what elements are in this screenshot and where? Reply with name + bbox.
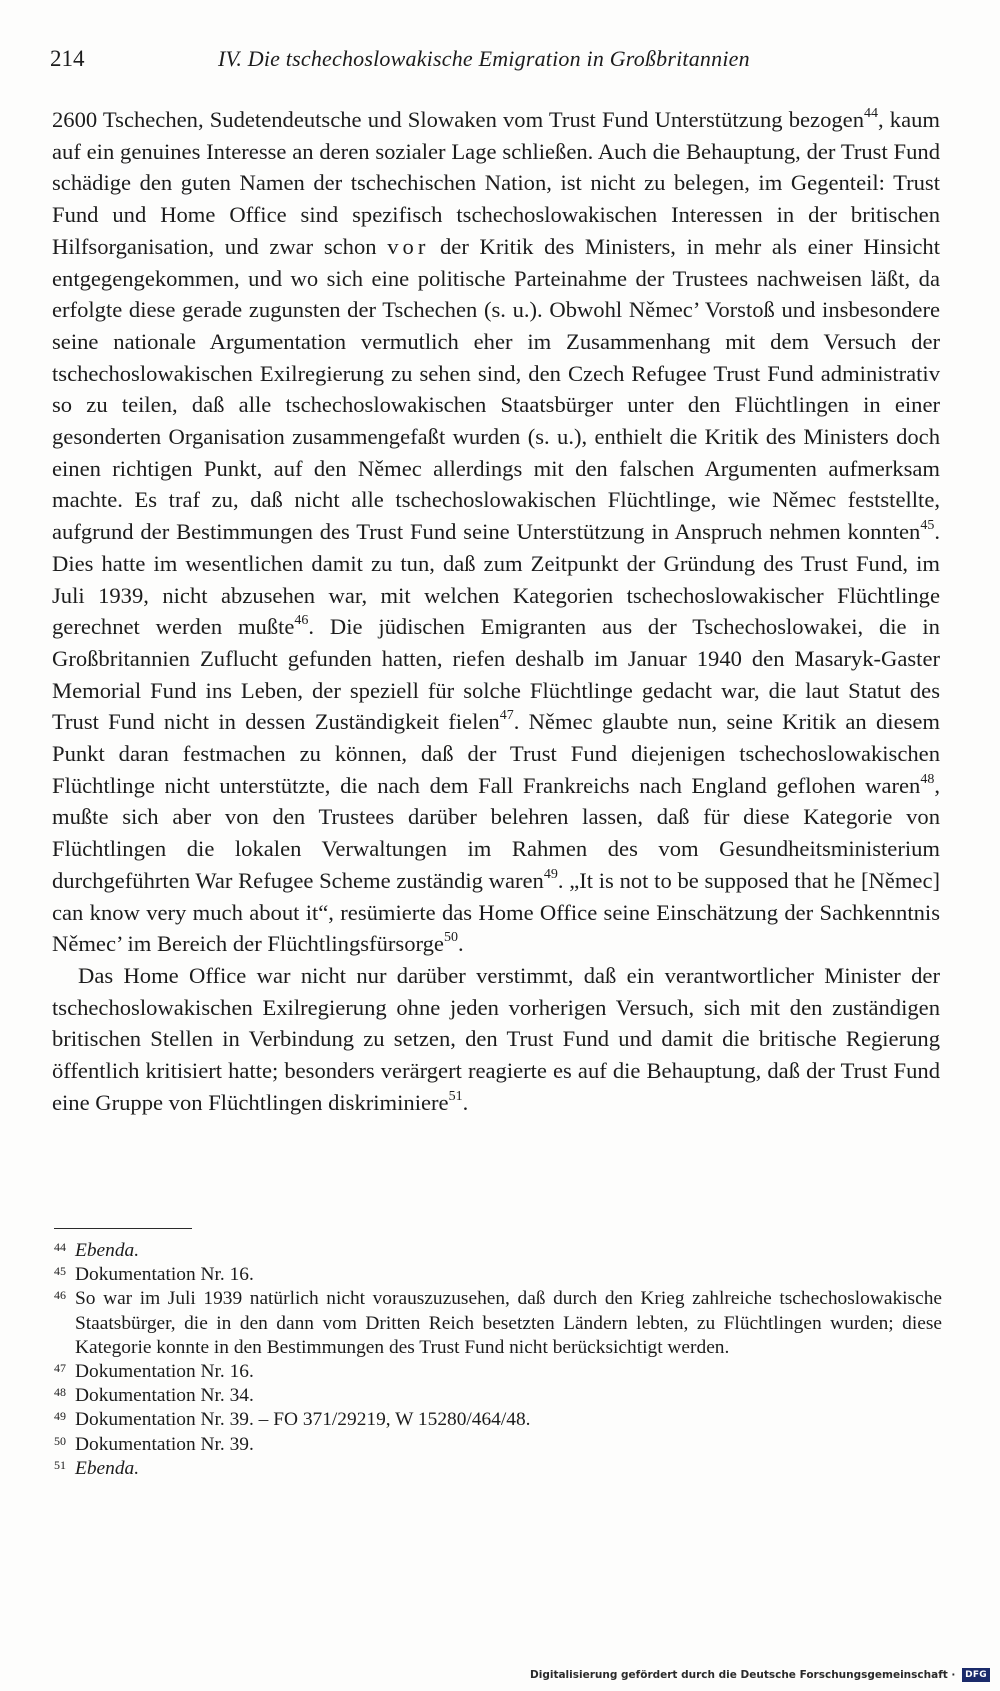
footnote-text: Ebenda. xyxy=(75,1240,140,1261)
text-run: , kaum auf ein genuines Interesse an deren sozialer Lage schließen. Auch die Behauptung, der Trust Fund schädige den guten Namen der tschechischen Nation, ist nicht zu belegen, im Gegenteil: Trust Fund und Home Office sind spezifisch tschechoslowakischen Interessen in der britischen Hilfsorganisation, und zwar schon xyxy=(52,107,940,259)
text-run: . Die jüdischen Emigranten aus der Tschechoslowakei, die in Großbritannien Zuflucht gefunden hatten, riefen deshalb im Januar 1940 den Masaryk-Gaster Memorial Fund ins Leben, der speziell für solche Flüchtlinge gedacht war, die laut Statut des Trust Fund nicht in dessen Zuständigkeit fielen xyxy=(52,614,940,735)
footnote-ref-50[interactable]: 50 xyxy=(443,930,458,946)
credit-text: Digitalisierung gefördert durch die Deutsche Forschungsgemeinschaft · xyxy=(530,1669,956,1681)
footnote-ref-49[interactable]: 49 xyxy=(543,866,558,882)
page-number: 214 xyxy=(50,46,85,71)
footnote-text: Dokumentation Nr. 39. xyxy=(75,1433,254,1455)
text-run: Das Home Office war nicht nur darüber verstimmt, daß ein verantwortlicher Minister der tschechoslowakischen Exilregierung ohne jeden vorherigen Versuch, sich mit den zuständigen britischen Stellen in Verbindung zu setzen, den Trust Fund und damit die britische Regierung öffentlich kritisiert hatte; besonders verärgert reagierte es auf die Behauptung, daß der Trust Fund eine Gruppe von Flüchtlingen diskriminiere xyxy=(52,962,940,1115)
footnote-text: Dokumentation Nr. 16. xyxy=(75,1264,254,1286)
text-run: der Kritik des Ministers, in mehr als einer Hinsicht entgegengekommen, und wo sich eine politische Parteinahme der Trustees nachweisen läßt, da erfolgte diese gerade zugunsten der Tschechen (s. u.). Obwohl Němec’ Vorstoß und insbesondere seine nationale Argumentation vermutlich eher im Zusammenhang mit dem Versuch der tschechoslowakischen Exilregierung zu sehen sind, den Czech Refugee Trust Fund administrativ so zu teilen, daß alle tschechoslowakischen Staatsbürger unter den Flüchtlingen in einer gesonderten Organisation zusammengefaßt wurden (s. u.), enthielt die Kritik des Ministers doch einen richtigen Punkt, auf den Němec allerdings mit den falschen Argumenten aufmerksam machte. Es traf zu, daß nicht alle tschechoslowakischen Flüchtlinge, wie Němec feststellte, aufgrund der Bestimmungen des Trust Fund seine Unterstützung in Anspruch nehmen konnten xyxy=(52,233,940,545)
footnote-44: 44 Ebenda. xyxy=(54,1240,140,1261)
text-run: . Dies hatte im wesentlichen damit zu tun, daß zum Zeitpunkt der Gründung des Trust Fund, im Juli 1939, nicht abzusehen war, mit welchen Kategorien tschechoslowakischer Flüchtlinge gerechnet werden mußte xyxy=(52,519,940,640)
running-head xyxy=(50,44,942,74)
text-run: , mußte sich aber von den Trustees darüber belehren lassen, daß für diese Kategorie von Flüchtlingen die lokalen Verwaltungen im Rahmen des vom Gesundheitsministerium durchgeführten War Refugee Scheme zuständig waren xyxy=(52,772,940,893)
footnotes xyxy=(54,1239,942,1481)
chapter-title: IV. Die tschechoslowakische Emigration in Großbritannien xyxy=(218,46,750,71)
footnote-ref-46[interactable]: 46 xyxy=(294,613,309,629)
text-run: . „It is not to be supposed that he [Němec] can know very much about it“, resümierte das Home Office seine Einschätzung der Sachkenntnis Němec’ im Bereich der Flüchtlingsfürsorge xyxy=(52,867,940,957)
text-run: 2600 Tschechen, Sudetendeutsche und Slowaken vom Trust Fund Unterstützung bezogen xyxy=(52,107,864,132)
paragraph-1 xyxy=(52,104,940,960)
footnote-ref-48[interactable]: 48 xyxy=(920,771,935,787)
footnote-divider xyxy=(54,1228,192,1229)
footnote-text: Dokumentation Nr. 39. – FO 371/29219, W 15280/464/48. xyxy=(75,1409,531,1431)
dfg-logo: DFG xyxy=(962,1668,990,1682)
footnote-45: 45 Dokumentation Nr. 16. xyxy=(54,1264,254,1286)
text-run: . Němec glaubte nun, seine Kritik an diesem Punkt daran festmachen zu können, daß der Trust Fund diejenigen tschechoslowakischen Flüchtlinge nicht unterstützte, die nach dem Fall Frankreichs nach England geflohen waren xyxy=(52,709,941,798)
footnote-ref-47[interactable]: 47 xyxy=(499,708,514,724)
text-run: . xyxy=(462,1089,469,1115)
footnote-48: 48 Dokumentation Nr. 34. xyxy=(54,1385,254,1407)
footnote-49: 49 Dokumentation Nr. 39. – FO 371/29219, W 15280/464/48. xyxy=(54,1409,531,1431)
footnote-47: 47 Dokumentation Nr. 16. xyxy=(54,1361,254,1383)
text-run: . xyxy=(457,931,464,957)
footnote-46: 46 So war im Juli 1939 natürlich nicht vorauszuzusehen, daß durch den Krieg zahlreiche tschechoslowakische Staatsbürger, die in den dann vom Dritten Reich besetzten Ländern lebten, zu Flüchtlingen wurden; diese Kategorie konnte in den Bestimmungen des Trust Fund nicht berücksichtigt werden. xyxy=(54,1288,942,1358)
footnote-50: 50 Dokumentation Nr. 39. xyxy=(54,1433,254,1455)
footnote-ref-44[interactable]: 44 xyxy=(864,106,878,122)
footnote-ref-45[interactable]: 45 xyxy=(920,518,935,534)
body-text xyxy=(52,104,940,1119)
footnote-51: 51 Ebenda. xyxy=(54,1457,140,1479)
emphasis-spaced: vor xyxy=(387,233,430,259)
footnote-ref-51[interactable]: 51 xyxy=(448,1088,463,1104)
footnote-text: Dokumentation Nr. 16. xyxy=(75,1361,254,1383)
footnote-text: Dokumentation Nr. 34. xyxy=(75,1385,254,1407)
footnote-text: So war im Juli 1939 natürlich nicht vorauszuzusehen, daß durch den Krieg zahlreiche tschechoslowakische Staatsbürger, die in den dann vom Dritten Reich besetzten Ländern lebten, zu Flüchtlingen wurden; diese Kategorie konnte in den Bestimmungen des Trust Fund nicht berücksichtigt werden. xyxy=(75,1288,942,1358)
paragraph-2 xyxy=(52,960,940,1119)
footnote-text: Ebenda. xyxy=(75,1457,140,1479)
digitization-credit xyxy=(530,1665,990,1685)
